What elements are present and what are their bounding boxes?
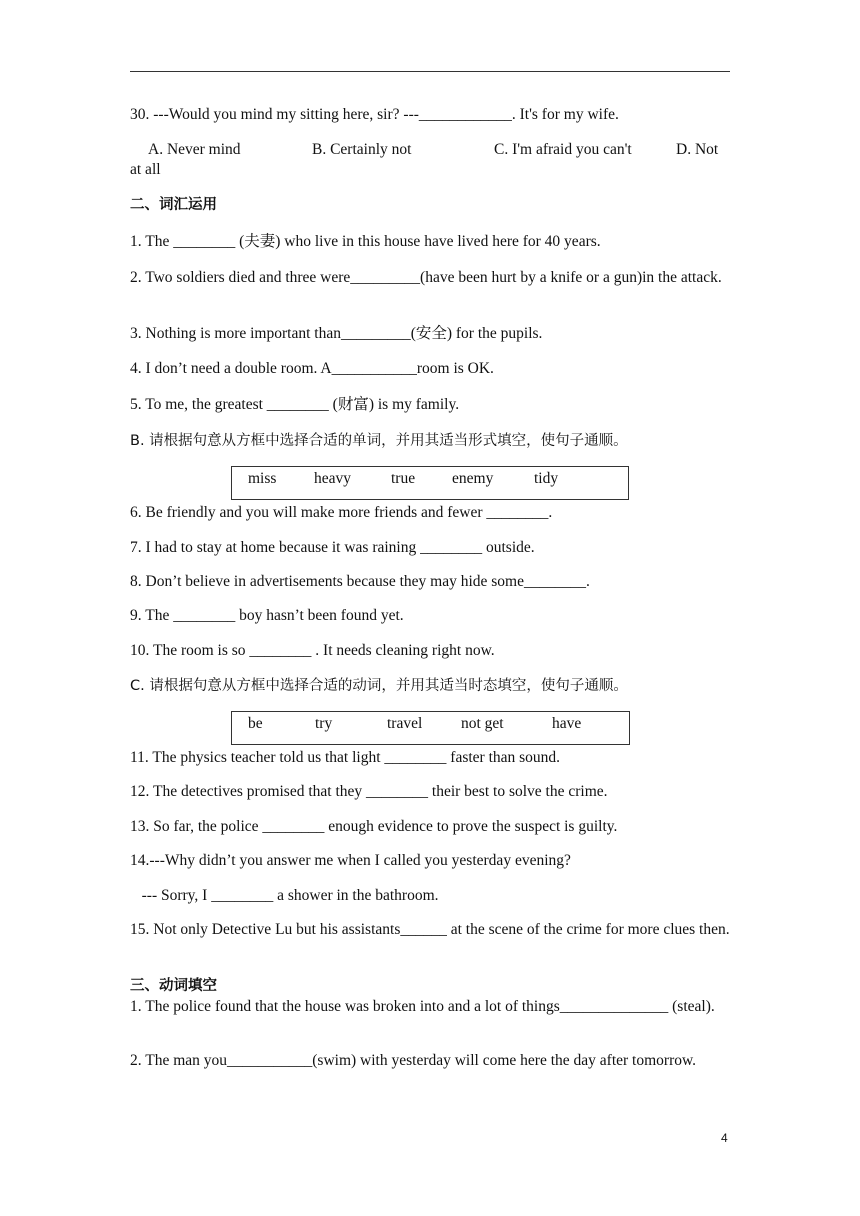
word-box-c-item: have (552, 715, 582, 732)
word-box-c-item: not get (461, 715, 504, 732)
word-box-b-item: heavy (314, 470, 352, 487)
section-2-item-4: 4. I don’t need a double room. A___________room is OK. (130, 360, 494, 377)
word-box-b-item: miss (248, 470, 277, 487)
section-2-item-2: 2. Two soldiers died and three were_________(have been hurt by a knife or a gun)in the attack. (130, 269, 722, 286)
q30-option-c: C. I'm afraid you can't (494, 141, 632, 158)
word-box-c-item: be (248, 715, 263, 732)
q30-option-a: A. Never mind (148, 141, 241, 158)
part-c-instruction: C. 请根据句意从方框中选择合适的动词，并用其适当时态填空，使句子通顺。 (130, 678, 628, 694)
header-rule (130, 71, 730, 72)
part-c-item-11: 11. The physics teacher told us that light ________ faster than sound. (130, 749, 561, 766)
part-c-item-12: 12. The detectives promised that they ________ their best to solve the crime. (130, 783, 608, 800)
word-box-c-item: try (315, 715, 333, 732)
part-c-item-14: 14.---Why didn’t you answer me when I called you yesterday evening? (130, 852, 571, 869)
part-c-item-15: 15. Not only Detective Lu but his assistants______ at the scene of the crime for more clues then. (130, 921, 730, 938)
word-box-b-item: true (391, 470, 416, 487)
part-b-word-box (231, 466, 629, 500)
word-box-c-item: travel (387, 715, 423, 732)
q30-option-d: D. Not (676, 141, 719, 158)
page-number: 4 (721, 1131, 728, 1145)
q30-option-b: B. Certainly not (312, 141, 412, 158)
part-c-item-14-answer: --- Sorry, I ________ a shower in the bathroom. (130, 887, 439, 904)
section-3-item-1: 1. The police found that the house was broken into and a lot of things______________ (steal). (130, 998, 715, 1015)
section-2-heading: 二、词汇运用 (130, 197, 217, 213)
section-3-item-2: 2. The man you___________(swim) with yesterday will come here the day after tomorrow. (130, 1052, 697, 1069)
part-b-item-9: 9. The ________ boy hasn’t been found yet. (130, 607, 404, 624)
part-b-instruction: B. 请根据句意从方框中选择合适的单词，并用其适当形式填空，使句子通顺。 (130, 433, 628, 449)
part-c-item-13: 13. So far, the police ________ enough evidence to prove the suspect is guilty. (130, 818, 618, 835)
part-b-item-7: 7. I had to stay at home because it was raining ________ outside. (130, 539, 535, 556)
section-3-heading: 三、动词填空 (130, 978, 217, 994)
word-box-b-item: tidy (534, 470, 559, 487)
word-box-b-item: enemy (452, 470, 494, 487)
section-2-item-3: 3. Nothing is more important than_________(安全) for the pupils. (130, 325, 543, 342)
q30-option-d-wrap: at all (130, 161, 161, 178)
part-b-item-8: 8. Don’t believe in advertisements because they may hide some________. (130, 573, 590, 590)
part-c-word-box (231, 711, 630, 745)
part-b-item-6: 6. Be friendly and you will make more friends and fewer ________. (130, 504, 553, 521)
section-2-item-5: 5. To me, the greatest ________ (财富) is my family. (130, 396, 460, 413)
section-2-item-1: 1. The ________ (夫妻) who live in this house have lived here for 40 years. (130, 233, 601, 250)
question-30-stem: 30. ---Would you mind my sitting here, sir? ---____________. It's for my wife. (130, 106, 619, 123)
part-b-item-10: 10. The room is so ________ . It needs cleaning right now. (130, 642, 495, 659)
